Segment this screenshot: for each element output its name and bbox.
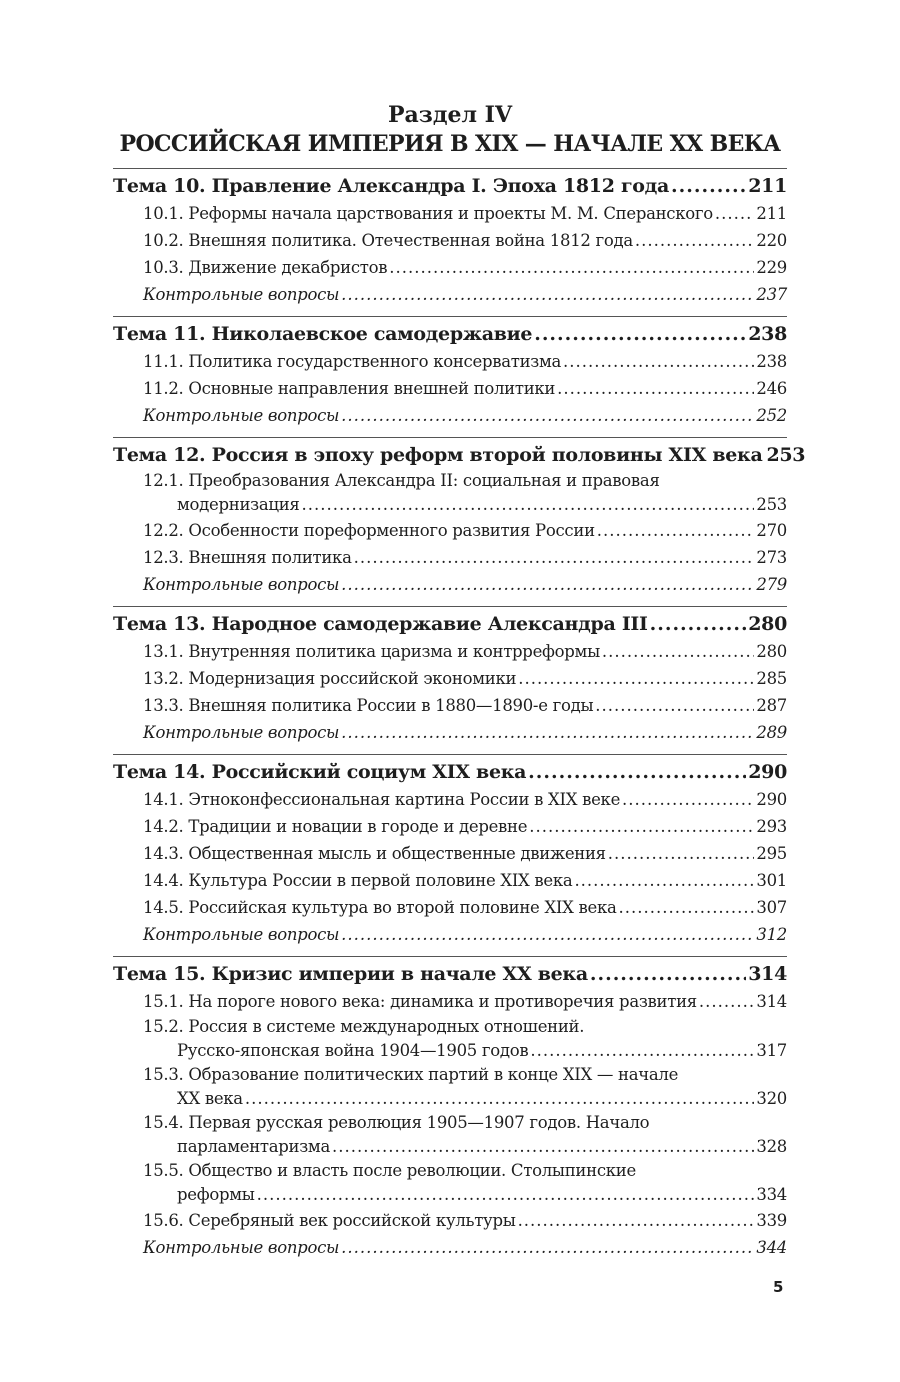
dot-leader bbox=[574, 867, 754, 894]
topic-spacer bbox=[113, 598, 787, 606]
dot-leader bbox=[635, 227, 755, 254]
dot-leader bbox=[518, 1207, 755, 1234]
dot-leader bbox=[528, 758, 746, 786]
dot-leader bbox=[557, 375, 754, 402]
toc-entry bbox=[113, 517, 787, 544]
control-questions-text: Контрольные вопросы bbox=[143, 1238, 340, 1257]
toc-entry bbox=[113, 692, 787, 719]
dot-leader bbox=[619, 894, 755, 921]
toc-entry-text: 13.2. Модернизация российской экономики bbox=[143, 669, 517, 688]
control-questions-text: Контрольные вопросы bbox=[143, 575, 340, 594]
toc-entry-page: 238 bbox=[756, 352, 787, 371]
toc-entry-page: 314 bbox=[756, 992, 787, 1011]
toc-entry-page: 287 bbox=[756, 696, 787, 715]
toc-entry-page: 270 bbox=[756, 521, 787, 540]
toc-entry-line2-page: 253 bbox=[756, 495, 787, 514]
dot-leader bbox=[354, 544, 755, 571]
dot-leader bbox=[529, 813, 754, 840]
toc-entry bbox=[113, 1207, 787, 1234]
topic-heading-text: Тема 11. Николаевское самодержавие bbox=[113, 323, 533, 345]
control-questions bbox=[113, 402, 787, 429]
control-questions-page: 312 bbox=[756, 925, 787, 944]
topic-block bbox=[113, 168, 787, 316]
control-questions-text: Контрольные вопросы bbox=[143, 925, 340, 944]
control-questions-text: Контрольные вопросы bbox=[143, 406, 340, 425]
topic-heading bbox=[113, 317, 787, 348]
control-questions-text: Контрольные вопросы bbox=[143, 285, 340, 304]
toc-entry-multiline bbox=[113, 1015, 787, 1063]
topic-block bbox=[113, 754, 787, 956]
toc-entry bbox=[113, 786, 787, 813]
toc-entry-text: 10.3. Движение декабристов bbox=[143, 258, 388, 277]
toc-entry-page: 246 bbox=[756, 379, 787, 398]
toc-entry-text: 12.3. Внешняя политика bbox=[143, 548, 352, 567]
toc-entry-line1: 15.4. Первая русская революция 1905—1907 годов. Начало bbox=[143, 1113, 650, 1132]
topic-heading-page: 314 bbox=[748, 963, 787, 985]
toc-entry bbox=[113, 988, 787, 1015]
dot-leader bbox=[341, 719, 754, 746]
dot-leader bbox=[699, 988, 755, 1015]
topic-heading-text: Тема 12. Россия в эпоху реформ второй половины XIX века bbox=[113, 444, 763, 466]
toc-entry bbox=[113, 867, 787, 894]
control-questions-page: 237 bbox=[756, 285, 787, 304]
dot-leader bbox=[341, 921, 754, 948]
topic-heading-text: Тема 13. Народное самодержавие Александра III bbox=[113, 613, 648, 635]
toc-entry bbox=[113, 544, 787, 571]
dot-leader bbox=[332, 1135, 754, 1159]
topic-heading-page: 253 bbox=[766, 444, 806, 466]
topic-heading-page: 238 bbox=[748, 323, 787, 345]
control-questions-page: 252 bbox=[756, 406, 787, 425]
toc-entry-text: 10.2. Внешняя политика. Отечественная война 1812 года bbox=[143, 231, 633, 250]
toc-entry-line1: 12.1. Преобразования Александра II: социальная и правовая bbox=[143, 471, 660, 490]
dot-leader bbox=[608, 840, 755, 867]
toc-entry-line2-page: 334 bbox=[756, 1185, 787, 1204]
topic-spacer bbox=[113, 429, 787, 437]
toc-entry-line2 bbox=[143, 1087, 787, 1111]
toc-entry-line2 bbox=[143, 1039, 787, 1063]
control-questions bbox=[113, 1234, 787, 1261]
toc-entry-page: 220 bbox=[756, 231, 787, 250]
topic-heading-page: 290 bbox=[748, 761, 787, 783]
page-number: 5 bbox=[773, 1278, 784, 1296]
topic-heading-text: Тема 10. Правление Александра I. Эпоха 1812 года bbox=[113, 175, 670, 197]
toc-entry-text: 14.2. Традиции и новации в городе и деревне bbox=[143, 817, 528, 836]
toc-entry-line2-text: модернизация bbox=[177, 495, 300, 514]
toc-entry-line1: 15.2. Россия в системе международных отношений. bbox=[143, 1017, 585, 1036]
dot-leader bbox=[590, 960, 746, 988]
toc-entry-text: 13.3. Внешняя политика России в 1880—1890-е годы bbox=[143, 696, 594, 715]
control-questions-text: Контрольные вопросы bbox=[143, 723, 340, 742]
toc-entry-text: 14.5. Российская культура во второй половине XIX века bbox=[143, 898, 617, 917]
toc-entry-page: 285 bbox=[756, 669, 787, 688]
dot-leader bbox=[245, 1087, 755, 1111]
toc-entry-page: 290 bbox=[756, 790, 787, 809]
dot-leader bbox=[518, 665, 754, 692]
toc-entry-text: 11.2. Основные направления внешней политики bbox=[143, 379, 556, 398]
toc-entry-line2-page: 328 bbox=[756, 1137, 787, 1156]
toc-entry bbox=[113, 638, 787, 665]
dot-leader bbox=[597, 517, 755, 544]
toc-entry-line2-page: 317 bbox=[756, 1041, 787, 1060]
toc-entry-line2-text: парламентаризма bbox=[177, 1137, 331, 1156]
control-questions bbox=[113, 571, 787, 598]
topic-heading-page: 280 bbox=[748, 613, 787, 635]
table-of-contents bbox=[113, 168, 806, 1269]
dot-leader bbox=[530, 1039, 754, 1063]
toc-entry-text: 11.1. Политика государственного консерватизма bbox=[143, 352, 562, 371]
topic-spacer bbox=[113, 948, 787, 956]
dot-leader bbox=[602, 638, 755, 665]
dot-leader bbox=[650, 610, 747, 638]
toc-entry bbox=[113, 348, 787, 375]
control-questions-page: 289 bbox=[756, 723, 787, 742]
section-title: РОССИЙСКАЯ ИМПЕРИЯ В XIX — НАЧАЛЕ XX ВЕКА bbox=[119, 131, 781, 157]
toc-entry-line2-page: 320 bbox=[756, 1089, 787, 1108]
toc-entry-line2-text: XX века bbox=[177, 1089, 243, 1108]
toc-entry-line2 bbox=[143, 1135, 787, 1159]
dot-leader bbox=[534, 320, 746, 348]
topic-block bbox=[113, 316, 787, 437]
toc-entry-line1: 15.3. Образование политических партий в конце XIX — начале bbox=[143, 1065, 679, 1084]
toc-entry-page: 273 bbox=[756, 548, 787, 567]
topic-heading bbox=[113, 607, 787, 638]
toc-entry-text: 14.1. Этноконфессиональная картина России в XIX веке bbox=[143, 790, 621, 809]
topic-block bbox=[113, 437, 806, 606]
control-questions bbox=[113, 281, 787, 308]
topic-block bbox=[113, 956, 787, 1269]
dot-leader bbox=[341, 1234, 754, 1261]
toc-entry-line2-text: реформы bbox=[177, 1185, 255, 1204]
toc-entry-text: 12.2. Особенности пореформенного развития России bbox=[143, 521, 595, 540]
toc-entry-page: 339 bbox=[756, 1211, 787, 1230]
control-questions-page: 279 bbox=[756, 575, 787, 594]
toc-entry-page: 280 bbox=[756, 642, 787, 661]
toc-entry-line2 bbox=[143, 493, 787, 517]
toc-entry-page: 295 bbox=[756, 844, 787, 863]
toc-entry-multiline bbox=[113, 469, 787, 517]
dot-leader bbox=[341, 571, 754, 598]
dot-leader bbox=[341, 402, 754, 429]
toc-entry bbox=[113, 894, 787, 921]
toc-entry-multiline bbox=[113, 1063, 787, 1111]
toc-entry-text: 14.4. Культура России в первой половине XIX века bbox=[143, 871, 573, 890]
toc-entry-text: 13.1. Внутренняя политика царизма и контрреформы bbox=[143, 642, 600, 661]
toc-entry bbox=[113, 840, 787, 867]
topic-heading bbox=[113, 438, 806, 469]
control-questions-page: 344 bbox=[756, 1238, 787, 1257]
toc-entry bbox=[113, 254, 787, 281]
dot-leader bbox=[715, 200, 755, 227]
section-label: Раздел IV bbox=[387, 102, 513, 128]
toc-entry-line2 bbox=[143, 1183, 787, 1207]
toc-entry-text: 10.1. Реформы начала царствования и проекты М. М. Сперанского bbox=[143, 204, 713, 223]
control-questions bbox=[113, 921, 787, 948]
dot-leader bbox=[302, 493, 755, 517]
toc-entry-line1: 15.5. Общество и власть после революции. Столыпинские bbox=[143, 1161, 636, 1180]
topic-heading-text: Тема 14. Российский социум XIX века bbox=[113, 761, 527, 783]
toc-entry-multiline bbox=[113, 1159, 787, 1207]
topic-heading-text: Тема 15. Кризис империи в начале XX века bbox=[113, 963, 588, 985]
topic-heading bbox=[113, 169, 787, 200]
toc-entry bbox=[113, 665, 787, 692]
toc-entry-page: 307 bbox=[756, 898, 787, 917]
topic-spacer bbox=[113, 746, 787, 754]
topic-spacer bbox=[113, 308, 787, 316]
toc-entry-line2-text: Русско-японская война 1904—1905 годов bbox=[177, 1041, 529, 1060]
toc-entry bbox=[113, 813, 787, 840]
toc-entry-page: 301 bbox=[756, 871, 787, 890]
dot-leader bbox=[563, 348, 754, 375]
toc-entry-text: 14.3. Общественная мысль и общественные движения bbox=[143, 844, 606, 863]
dot-leader bbox=[671, 172, 746, 200]
dot-leader bbox=[389, 254, 754, 281]
dot-leader bbox=[622, 786, 754, 813]
toc-entry-page: 211 bbox=[756, 204, 787, 223]
dot-leader bbox=[341, 281, 754, 308]
toc-entry bbox=[113, 375, 787, 402]
toc-entry-text: 15.6. Серебряный век российской культуры bbox=[143, 1211, 516, 1230]
dot-leader bbox=[257, 1183, 755, 1207]
toc-entry-multiline bbox=[113, 1111, 787, 1159]
topic-spacer bbox=[113, 1261, 787, 1269]
toc-entry-text: 15.1. На пороге нового века: динамика и противоречия развития bbox=[143, 992, 697, 1011]
control-questions bbox=[113, 719, 787, 746]
topic-block bbox=[113, 606, 787, 754]
toc-entry bbox=[113, 200, 787, 227]
topic-heading bbox=[113, 957, 787, 988]
toc-entry bbox=[113, 227, 787, 254]
toc-entry-page: 229 bbox=[756, 258, 787, 277]
topic-heading bbox=[113, 755, 787, 786]
dot-leader bbox=[595, 692, 754, 719]
toc-entry-page: 293 bbox=[756, 817, 787, 836]
topic-heading-page: 211 bbox=[748, 175, 787, 197]
